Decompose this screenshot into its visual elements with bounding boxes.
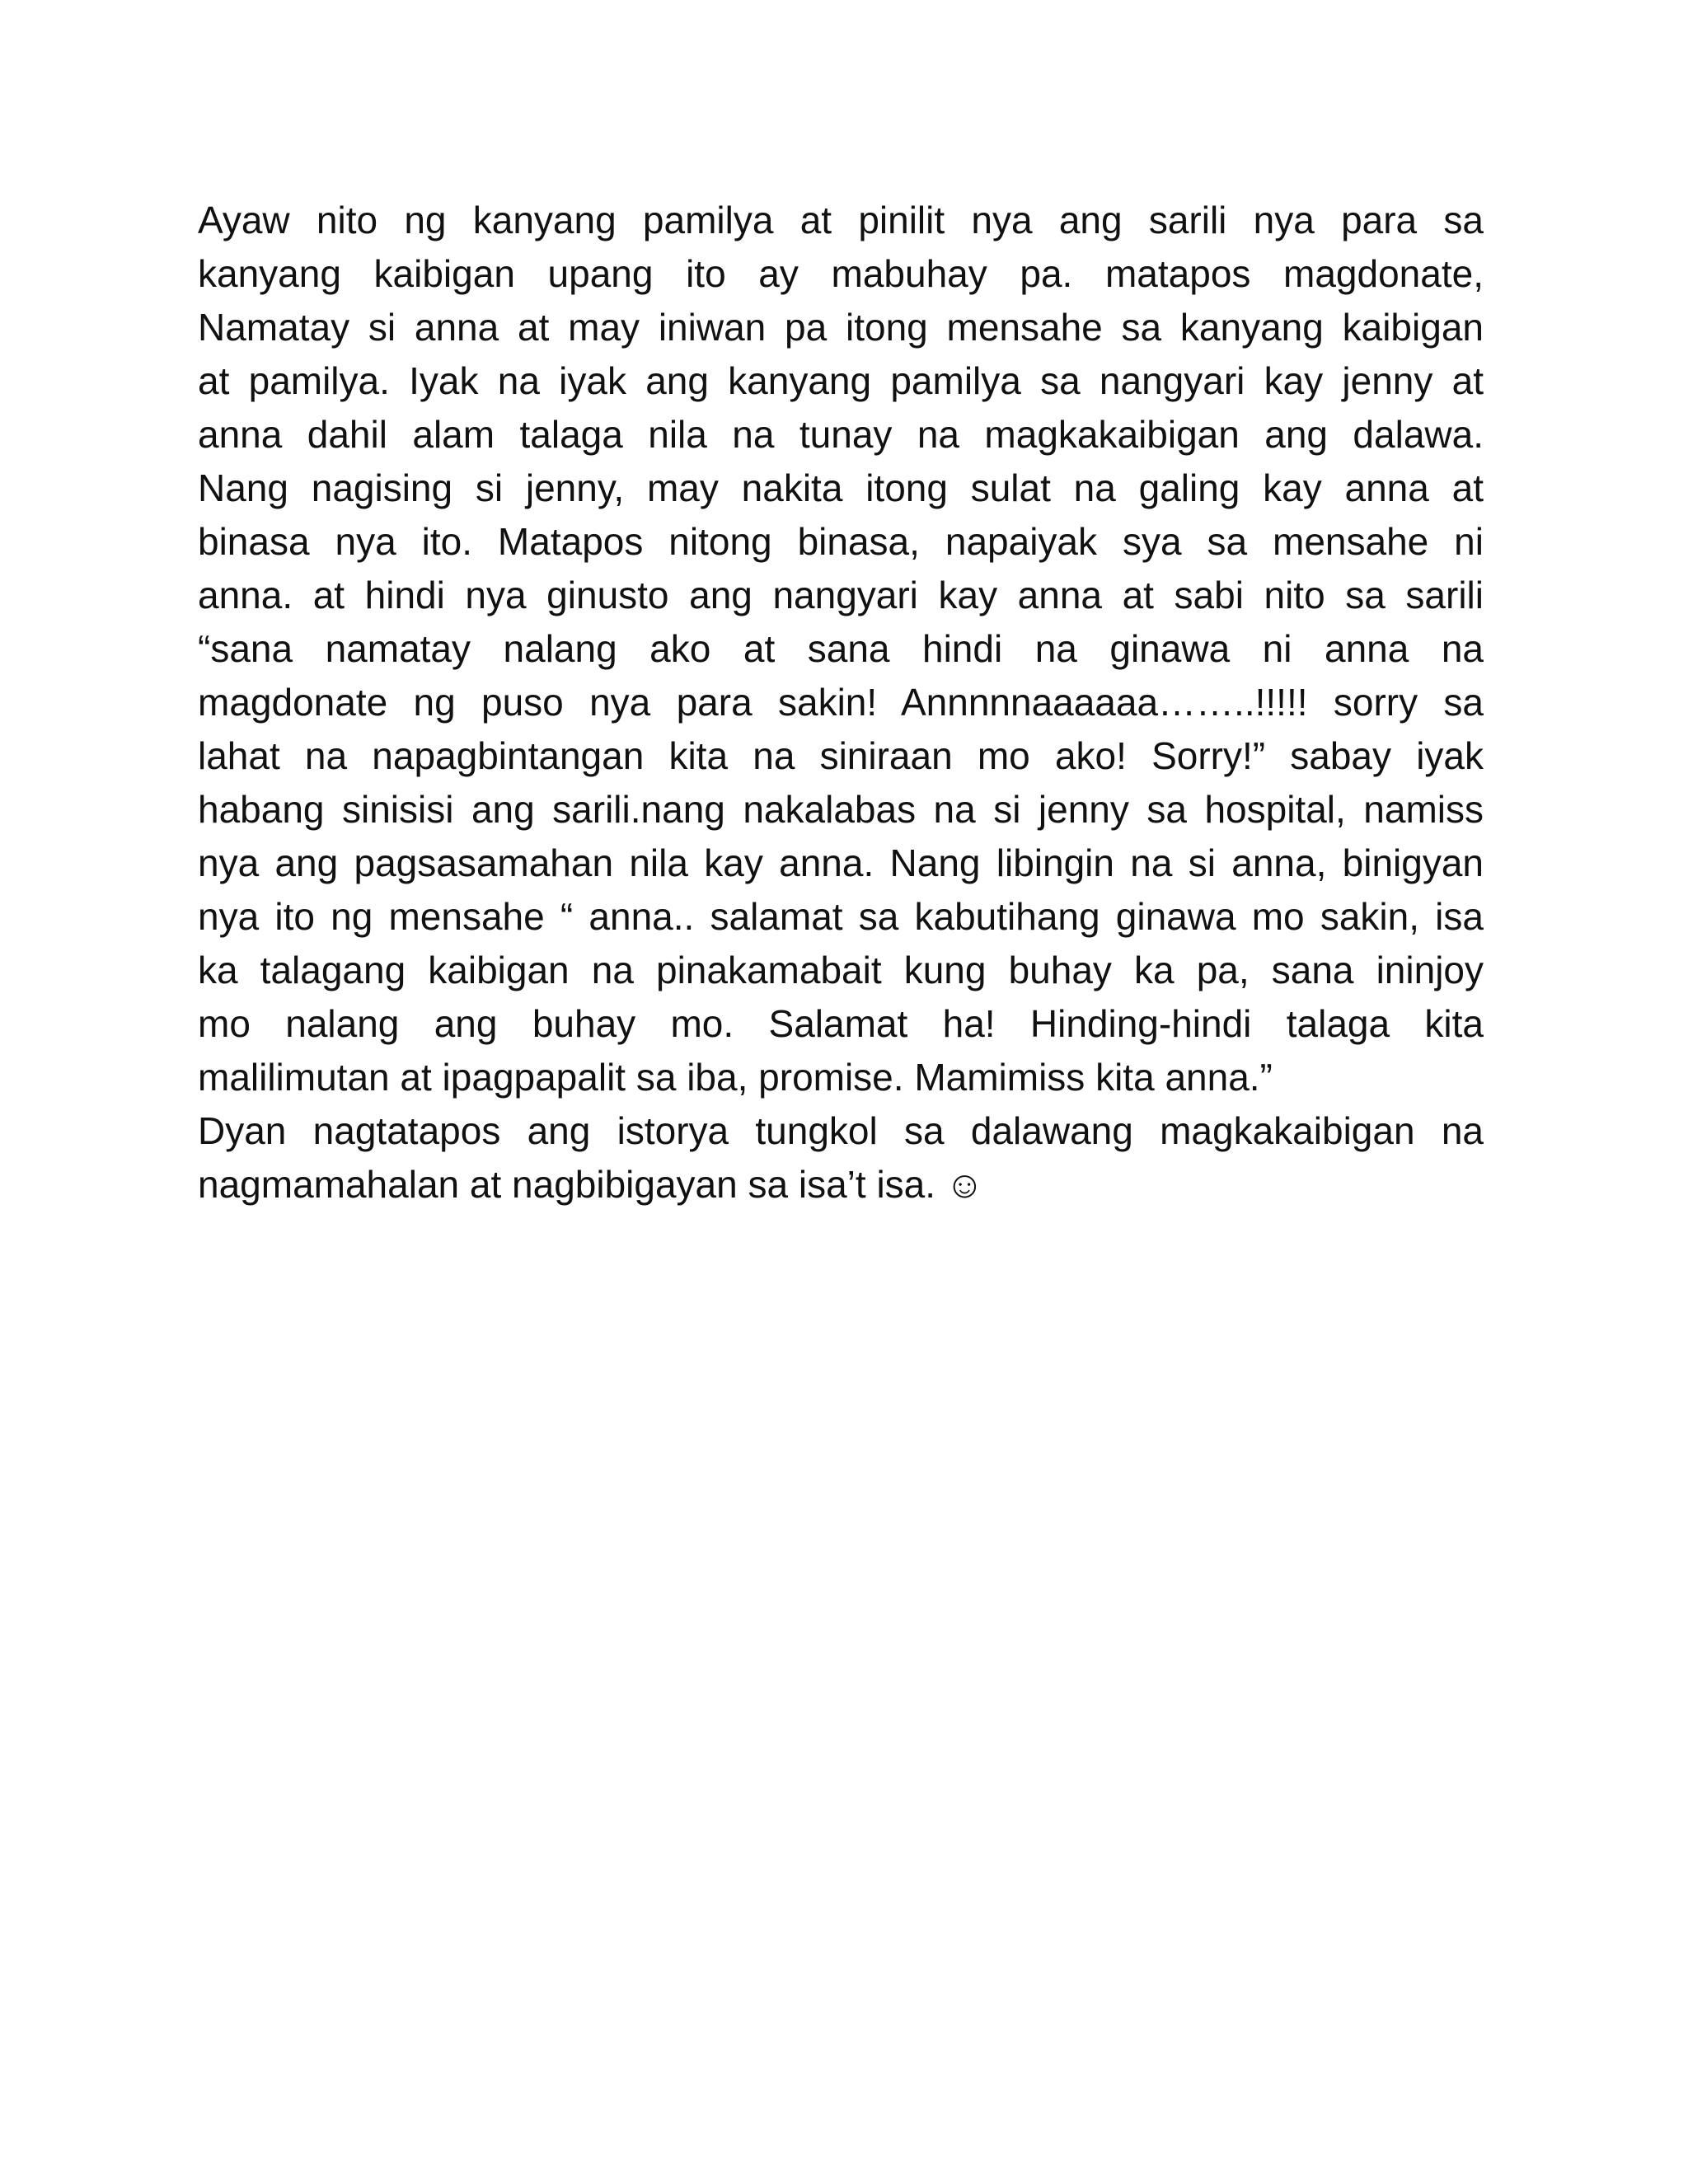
text-line: lahat na napagbintangan kita na siniraan mo ako! Sorry!” sabay iyak	[198, 734, 1484, 777]
text-line: habang sinisisi ang sarili.nang nakalabas na si jenny sa hospital, namiss	[198, 788, 1484, 831]
text-line: Ayaw nito ng kanyang pamilya at pinilit nya ang sarili nya para sa	[198, 199, 1484, 241]
text-line: at pamilya. Iyak na iyak ang kanyang pamilya sa nangyari kay jenny at	[198, 359, 1484, 402]
paragraph-1	[198, 194, 1484, 1104]
text-line: nya ang pagsasamahan nila kay anna. Nang libingin na si anna, binigyan	[198, 841, 1484, 884]
text-line: nya ito ng mensahe “ anna.. salamat sa kabutihang ginawa mo sakin, isa	[198, 895, 1484, 938]
text-line: binasa nya ito. Matapos nitong binasa, napaiyak sya sa mensahe ni	[198, 520, 1484, 563]
text-line-content: nagmamahalan at nagbibigayan sa isa’t isa.	[198, 1163, 936, 1206]
text-line: Dyan nagtatapos ang istorya tungkol sa dalawang magkakaibigan na	[198, 1109, 1484, 1152]
text-line: malilimutan at ipagpapalit sa iba, promise. Mamimiss kita anna.”	[198, 1056, 1273, 1099]
text-line: Nang nagising si jenny, may nakita itong sulat na galing kay anna at	[198, 466, 1484, 509]
smiley-face-icon: ☺	[945, 1163, 984, 1206]
text-line: Namatay si anna at may iniwan pa itong mensahe sa kanyang kaibigan	[198, 306, 1484, 349]
text-line: “sana namatay nalang ako at sana hindi na ginawa ni anna na	[198, 627, 1484, 670]
text-line: mo nalang ang buhay mo. Salamat ha! Hinding-hindi talaga kita	[198, 1002, 1484, 1045]
paragraph-2	[198, 1104, 1484, 1212]
text-line: magdonate ng puso nya para sakin! Annnnnaaaaaa……..!!!!! sorry sa	[198, 681, 1484, 724]
text-line: kanyang kaibigan upang ito ay mabuhay pa. matapos magdonate,	[198, 252, 1484, 295]
text-line: anna. at hindi nya ginusto ang nangyari kay anna at sabi nito sa sarili	[198, 574, 1484, 616]
document-body	[198, 194, 1484, 1212]
text-line: ka talagang kaibigan na pinakamabait kung buhay ka pa, sana ininjoy	[198, 949, 1484, 991]
text-line-last	[198, 1158, 1484, 1212]
text-line: anna dahil alam talaga nila na tunay na magkakaibigan ang dalawa.	[198, 413, 1484, 456]
